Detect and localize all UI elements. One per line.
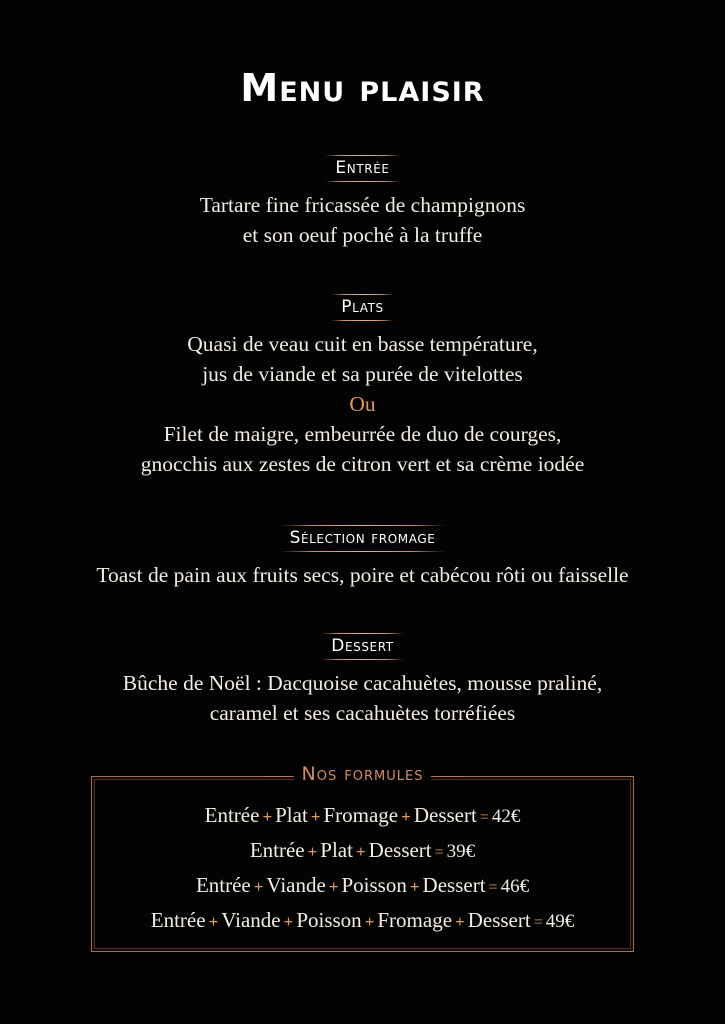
- formule-price: 46€: [500, 876, 530, 897]
- formules-box: [91, 763, 634, 952]
- formule-course: Entrée: [150, 908, 206, 932]
- plus-sign: +: [310, 807, 321, 826]
- plus-sign: +: [283, 912, 294, 931]
- formule-course: Entrée: [195, 873, 251, 897]
- dish-line: Filet de maigre, embeurrée de duo de courges,: [163, 422, 562, 446]
- formule-course: Fromage: [323, 803, 399, 827]
- dish-line: et son oeuf poché à la truffe: [242, 223, 483, 247]
- equals-sign: =: [479, 809, 489, 826]
- formule-course: Viande: [266, 873, 326, 897]
- plus-sign: +: [364, 912, 375, 931]
- formule-list: [92, 799, 633, 939]
- section-heading-label: Sélection fromage: [289, 528, 436, 548]
- divider: [262, 776, 290, 777]
- formule-price: 39€: [446, 841, 476, 862]
- or-separator: Ou: [349, 392, 376, 416]
- formule-row: [92, 799, 633, 834]
- plus-sign: +: [409, 877, 420, 896]
- section-entree: [0, 155, 725, 250]
- formule-course: Plat: [320, 838, 353, 862]
- equals-sign: =: [434, 844, 444, 861]
- section-heading: [331, 294, 393, 321]
- formule-price: 42€: [491, 806, 521, 827]
- formule-course: Poisson: [341, 873, 407, 897]
- equals-sign: =: [533, 914, 543, 931]
- section-heading-label: Entrée: [335, 158, 390, 178]
- formule-course: Dessert: [422, 873, 486, 897]
- formule-course: Plat: [275, 803, 308, 827]
- dish-line: Bûche de Noël : Dacquoise cacahuètes, mousse praliné,: [122, 671, 603, 695]
- dish-line: caramel et ses cacahuètes torréfiées: [209, 701, 516, 725]
- formule-course: Dessert: [368, 838, 432, 862]
- section-dessert: [0, 633, 725, 728]
- plus-sign: +: [401, 807, 411, 826]
- menu-title: Menu plaisir: [240, 66, 485, 110]
- formule-course: Dessert: [467, 908, 531, 932]
- formule-course: Entrée: [249, 838, 305, 862]
- plus-sign: +: [455, 912, 465, 931]
- dish-line: Tartare fine fricassée de champignons: [199, 193, 526, 217]
- formule-row: [92, 904, 633, 939]
- section-plats: [0, 294, 725, 479]
- plus-sign: +: [208, 912, 219, 931]
- divider: [435, 776, 463, 777]
- formule-course: Poisson: [296, 908, 362, 932]
- formule-course: Entrée: [204, 803, 260, 827]
- plus-sign: +: [262, 807, 273, 826]
- formules-heading-label: Nos formules: [294, 763, 432, 785]
- formule-course: Viande: [221, 908, 281, 932]
- section-fromage: [0, 525, 725, 590]
- dish-line: gnocchis aux zestes de citron vert et sa crème iodée: [140, 452, 585, 476]
- formule-row: [92, 834, 633, 869]
- formule-row: [92, 869, 633, 904]
- section-heading-label: Dessert: [331, 636, 394, 656]
- dish-line: Quasi de veau cuit en basse température,: [187, 332, 538, 356]
- section-heading: [321, 633, 403, 660]
- plus-sign: +: [328, 877, 339, 896]
- formule-course: Fromage: [377, 908, 453, 932]
- formule-price: 49€: [545, 911, 575, 932]
- section-heading: [280, 525, 446, 552]
- plus-sign: +: [307, 842, 318, 861]
- plus-sign: +: [253, 877, 264, 896]
- section-heading: [325, 155, 399, 182]
- equals-sign: =: [488, 879, 498, 896]
- formule-course: Dessert: [413, 803, 477, 827]
- section-heading-label: Plats: [341, 297, 384, 317]
- formules-heading: [92, 763, 633, 785]
- dish-line: Toast de pain aux fruits secs, poire et cabécou rôti ou faisselle: [96, 563, 629, 587]
- plus-sign: +: [355, 842, 366, 861]
- dish-line: jus de viande et sa purée de vitelottes: [202, 362, 523, 386]
